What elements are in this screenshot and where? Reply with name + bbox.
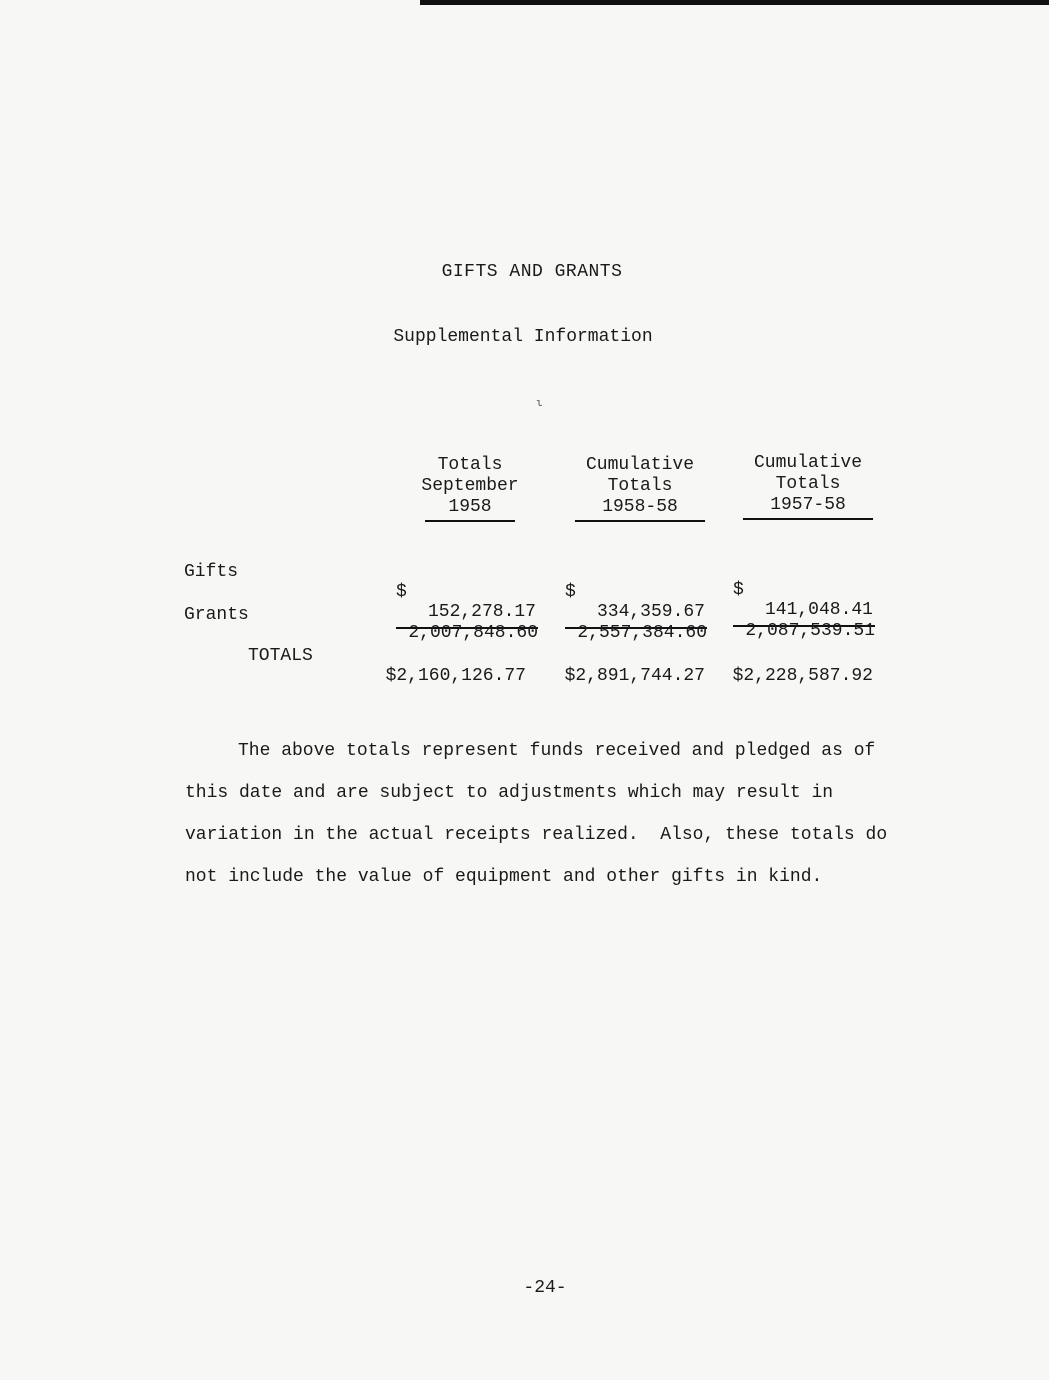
- column-header-line: Cumulative: [585, 455, 695, 475]
- paragraph-line: variation in the actual receipts realized. Also, these totals do: [185, 825, 888, 845]
- top-edge-rule: [420, 0, 1049, 5]
- table-cell: [396, 562, 536, 622]
- column-header-year: 1958: [425, 497, 515, 522]
- amount-value: 334,359.67: [596, 602, 705, 622]
- dollar-sign: $: [396, 582, 407, 602]
- amount-value: $2,228,587.92: [732, 666, 873, 686]
- table-cell: [733, 560, 873, 620]
- table-cell: [732, 646, 873, 686]
- explanatory-paragraph: [185, 730, 888, 898]
- column-header-year: 1958-58: [575, 497, 705, 522]
- amount-value: 2,007,848.60: [408, 623, 538, 643]
- amount-value: $2,891,744.27: [564, 666, 705, 686]
- amount-value: 2,087,539.51: [745, 621, 875, 641]
- amount-value: 152,278.17: [427, 602, 536, 622]
- dollar-sign: $: [733, 580, 744, 600]
- dollar-sign: $: [565, 582, 576, 602]
- column-header-line: Cumulative: [753, 453, 863, 473]
- page-subtitle: Supplemental Information: [393, 327, 653, 347]
- row-label-grants: Grants: [184, 605, 249, 625]
- row-label-totals: TOTALS: [248, 646, 313, 666]
- column-header-line: Totals: [775, 474, 841, 494]
- table-cell: [565, 603, 707, 643]
- column-header-totals-september: [396, 455, 544, 522]
- column-header-line: September: [421, 476, 519, 496]
- amount-value: 141,048.41: [764, 600, 873, 620]
- table-cell: [553, 646, 705, 686]
- paragraph-line: The above totals represent funds received and pledged as of: [238, 741, 876, 761]
- page-number: -24-: [523, 1278, 567, 1298]
- table-cell: [396, 603, 538, 643]
- paragraph-line: this date and are subject to adjustments which may result in: [185, 783, 834, 803]
- column-header-cumulative-1958: [570, 455, 710, 522]
- page-title: GIFTS AND GRANTS: [441, 262, 623, 282]
- paragraph-line: not include the value of equipment and other gifts in kind.: [185, 867, 823, 887]
- column-header-year: 1957-58: [743, 495, 873, 520]
- column-header-line: Totals: [607, 476, 673, 496]
- column-header-cumulative-1957: [738, 453, 878, 520]
- stray-ink-mark: ι: [536, 398, 543, 410]
- table-cell: [385, 646, 526, 686]
- table-cell: [565, 562, 705, 622]
- amount-value: $2,160,126.77: [385, 666, 526, 686]
- amount-value: 2,557,384.60: [577, 623, 707, 643]
- column-header-line: Totals: [437, 455, 503, 475]
- table-cell: [733, 601, 875, 641]
- row-label-gifts: Gifts: [184, 562, 239, 582]
